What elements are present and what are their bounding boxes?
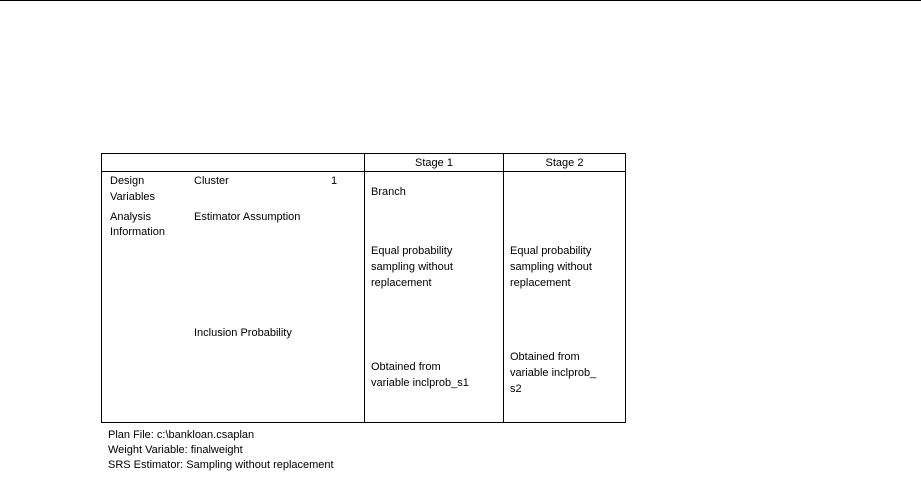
inclusion-probability-label: Inclusion Probability bbox=[194, 327, 292, 339]
weight-variable-note: Weight Variable: finalweight bbox=[108, 444, 243, 456]
footnotes bbox=[108, 428, 334, 473]
plan-file-note: Plan File: c:\bankloan.csaplan bbox=[108, 429, 255, 441]
stage1-header: Stage 1 bbox=[415, 157, 453, 169]
srs-estimator-note: SRS Estimator: Sampling without replacement bbox=[108, 459, 334, 471]
top-rule bbox=[0, 0, 921, 1]
inclusion-stage1-line1: Obtained from bbox=[371, 361, 441, 373]
estimator-stage2-line1: Equal probability bbox=[510, 245, 592, 257]
inclusion-stage2-line3: s2 bbox=[510, 383, 522, 395]
inclusion-stage2-line1: Obtained from bbox=[510, 351, 580, 363]
design-variables-label-line2: Variables bbox=[110, 191, 156, 203]
estimator-stage2-line3: replacement bbox=[510, 277, 571, 289]
cluster-label: Cluster bbox=[194, 175, 229, 187]
cluster-index: 1 bbox=[331, 175, 338, 187]
stage1-column-divider bbox=[364, 154, 365, 422]
estimator-stage1-line2: sampling without bbox=[371, 261, 453, 273]
inclusion-stage2-line2: variable inclprob_ bbox=[510, 367, 597, 379]
estimator-stage1-line3: replacement bbox=[371, 277, 432, 289]
estimator-stage1-line1: Equal probability bbox=[371, 245, 453, 257]
cluster-stage1-value: Branch bbox=[371, 186, 406, 198]
analysis-information-label-line1: Analysis bbox=[110, 211, 151, 223]
inclusion-stage1-line2: variable inclprob_s1 bbox=[371, 377, 469, 389]
stage2-column-divider bbox=[503, 154, 504, 422]
estimator-assumption-label: Estimator Assumption bbox=[194, 211, 301, 223]
design-variables-label-line1: Design bbox=[110, 175, 145, 187]
header-rule bbox=[102, 171, 625, 172]
analysis-information-label-line2: Information bbox=[110, 226, 166, 238]
estimator-stage2-line2: sampling without bbox=[510, 261, 592, 273]
design-summary-table bbox=[101, 153, 626, 423]
stage2-header: Stage 2 bbox=[545, 157, 584, 169]
